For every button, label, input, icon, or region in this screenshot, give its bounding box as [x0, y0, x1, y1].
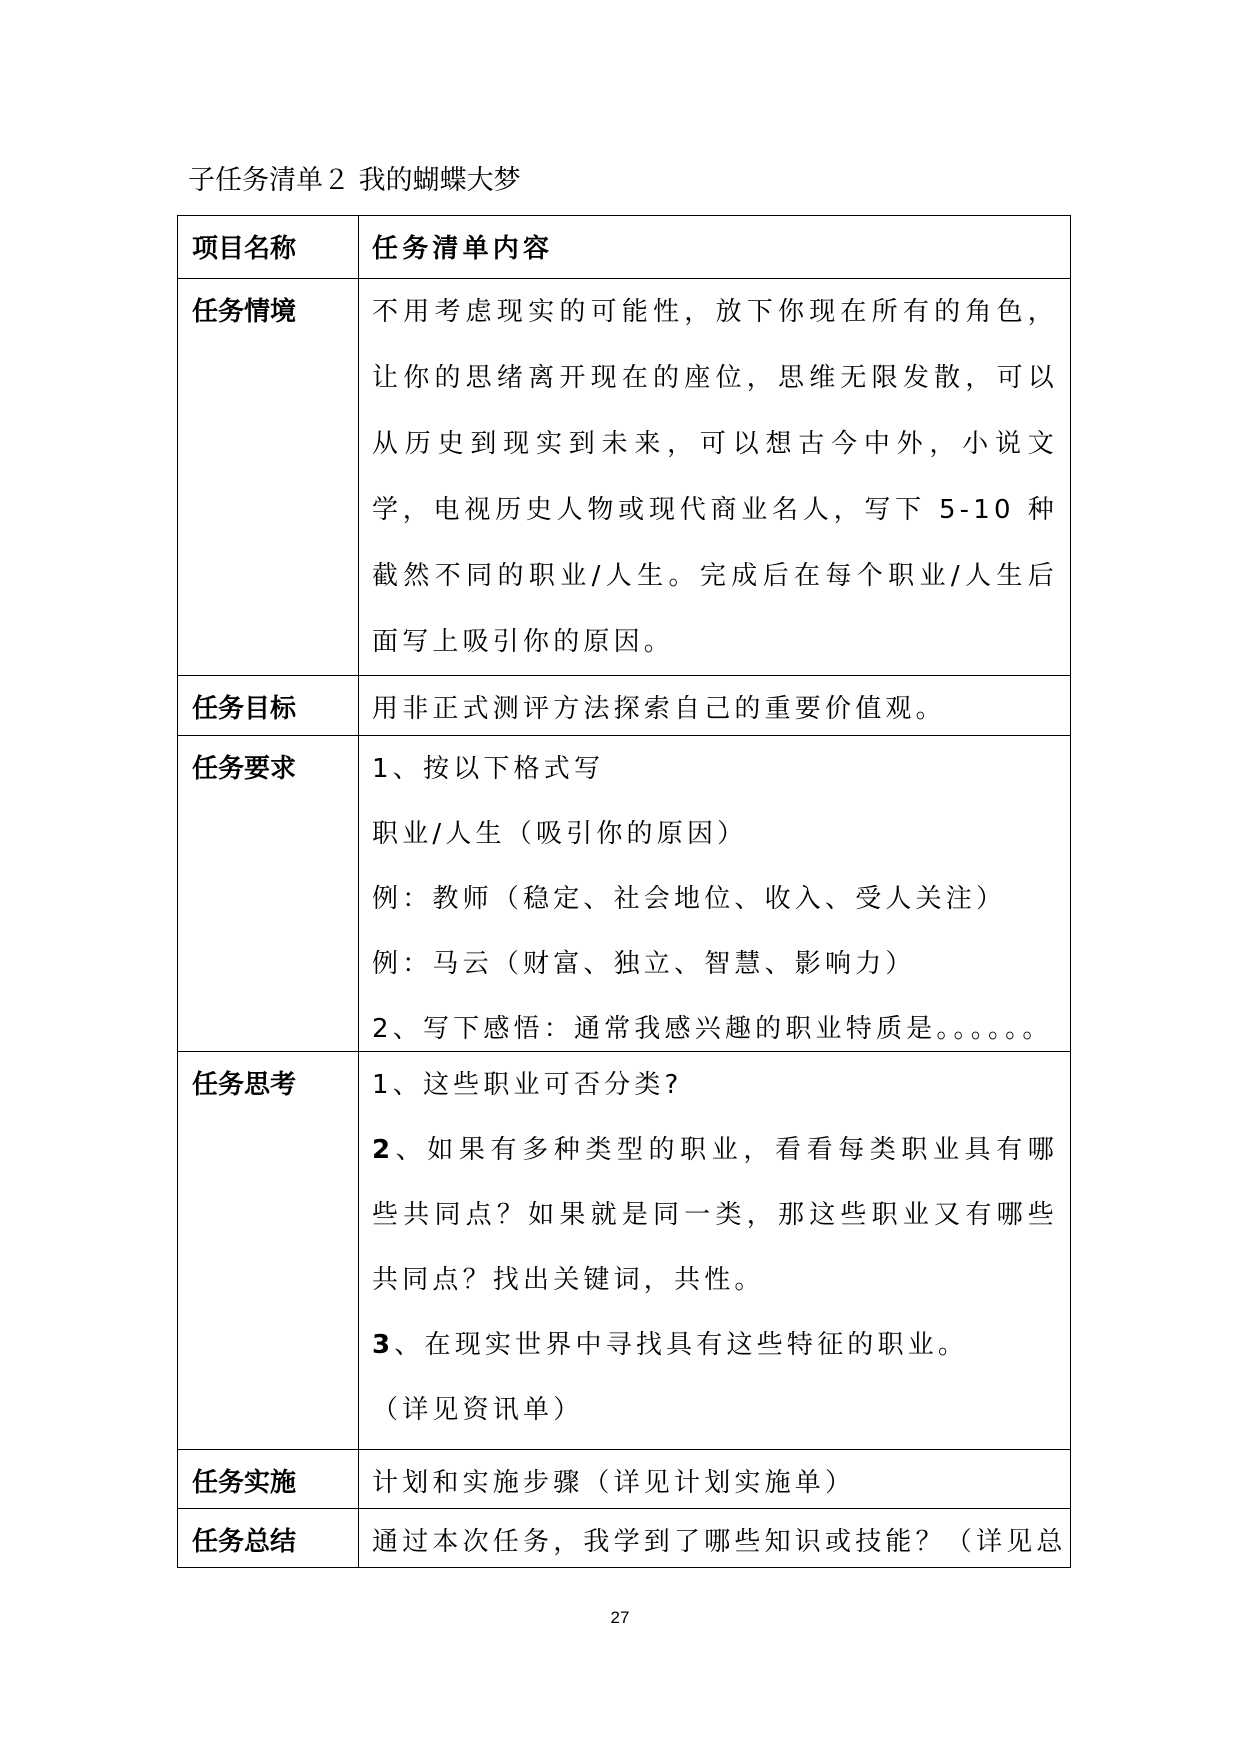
- table-row: [178, 279, 1071, 676]
- page-number: 27: [610, 1608, 630, 1627]
- document-title: 子任务清单２ 我的蝴蝶大梦: [188, 165, 521, 196]
- requirement-line: 职业/人生（吸引你的原因）: [372, 819, 748, 849]
- row-content-task-implementation: [359, 1450, 1071, 1509]
- question-3-text: 、在现实世界中寻找具有这些特征的职业。: [394, 1330, 969, 1360]
- thinking-question-2: [372, 1118, 1058, 1313]
- row-content-task-goal: [359, 676, 1071, 736]
- row-content-task-summary: [359, 1509, 1071, 1568]
- requirement-line: 1、按以下格式写: [372, 754, 605, 784]
- row-content-task-context: [359, 279, 1071, 676]
- thinking-note: （详见资讯单）: [372, 1395, 584, 1425]
- requirement-line: 2、写下感悟：通常我感兴趣的职业特质是。。。。。。: [372, 1014, 1053, 1044]
- table-row: [178, 1450, 1071, 1509]
- header-list-content: [359, 216, 1071, 279]
- requirement-line: 例：马云（财富、独立、智慧、影响力）: [372, 949, 916, 979]
- row-label-task-context: 任务情境: [178, 279, 359, 676]
- row-content-task-thinking: [359, 1052, 1071, 1450]
- task-context-text: 不用考虑现实的可能性，放下你现在所有的角色，让你的思绪离开现在的座位，思维无限发散，可以从历史到现实到未来，可以想古今中外，小说文学，电视历史人物或现代商业名人，写下 5-10 种截然不同的职业/人生。完成后在每个职业/人生后面写上吸引你的原因。: [372, 297, 1058, 657]
- table-row: [178, 1052, 1071, 1450]
- thinking-question-1: 1、这些职业可否分类?: [372, 1070, 683, 1100]
- row-label-task-implementation: 任务实施: [178, 1450, 359, 1509]
- task-goal-text: 用非正式测评方法探索自己的重要价值观。: [372, 694, 946, 724]
- summary-text: 通过本次任务，我学到了哪些知识或技能？（详见总: [372, 1527, 1067, 1557]
- requirement-line: 例：教师（稳定、社会地位、收入、受人关注）: [372, 884, 1007, 914]
- table-row: [178, 736, 1071, 1052]
- header-item-name: 项目名称: [178, 216, 359, 279]
- row-label-task-thinking: 任务思考: [178, 1052, 359, 1450]
- question-3-number: 3: [372, 1330, 395, 1360]
- question-2-text: 、如果有多种类型的职业，看看每类职业具有哪些共同点？如果就是同一类，那这些职业又有哪些共同点？找出关键词，共性。: [372, 1135, 1058, 1295]
- row-label-task-goal: 任务目标: [178, 676, 359, 736]
- row-content-task-requirements: [359, 736, 1071, 1052]
- row-label-task-summary: 任务总结: [178, 1509, 359, 1568]
- task-list-table: [177, 215, 1071, 1568]
- table-row: [178, 676, 1071, 736]
- table-row: [178, 1509, 1071, 1568]
- row-label-task-requirements: 任务要求: [178, 736, 359, 1052]
- question-2-number: 2: [372, 1135, 395, 1165]
- implementation-text: 计划和实施步骤（详见计划实施单）: [372, 1468, 856, 1498]
- table-header-row: [178, 216, 1071, 279]
- thinking-question-3: [372, 1323, 1058, 1367]
- header-content-text: 任务清单内容: [372, 234, 554, 264]
